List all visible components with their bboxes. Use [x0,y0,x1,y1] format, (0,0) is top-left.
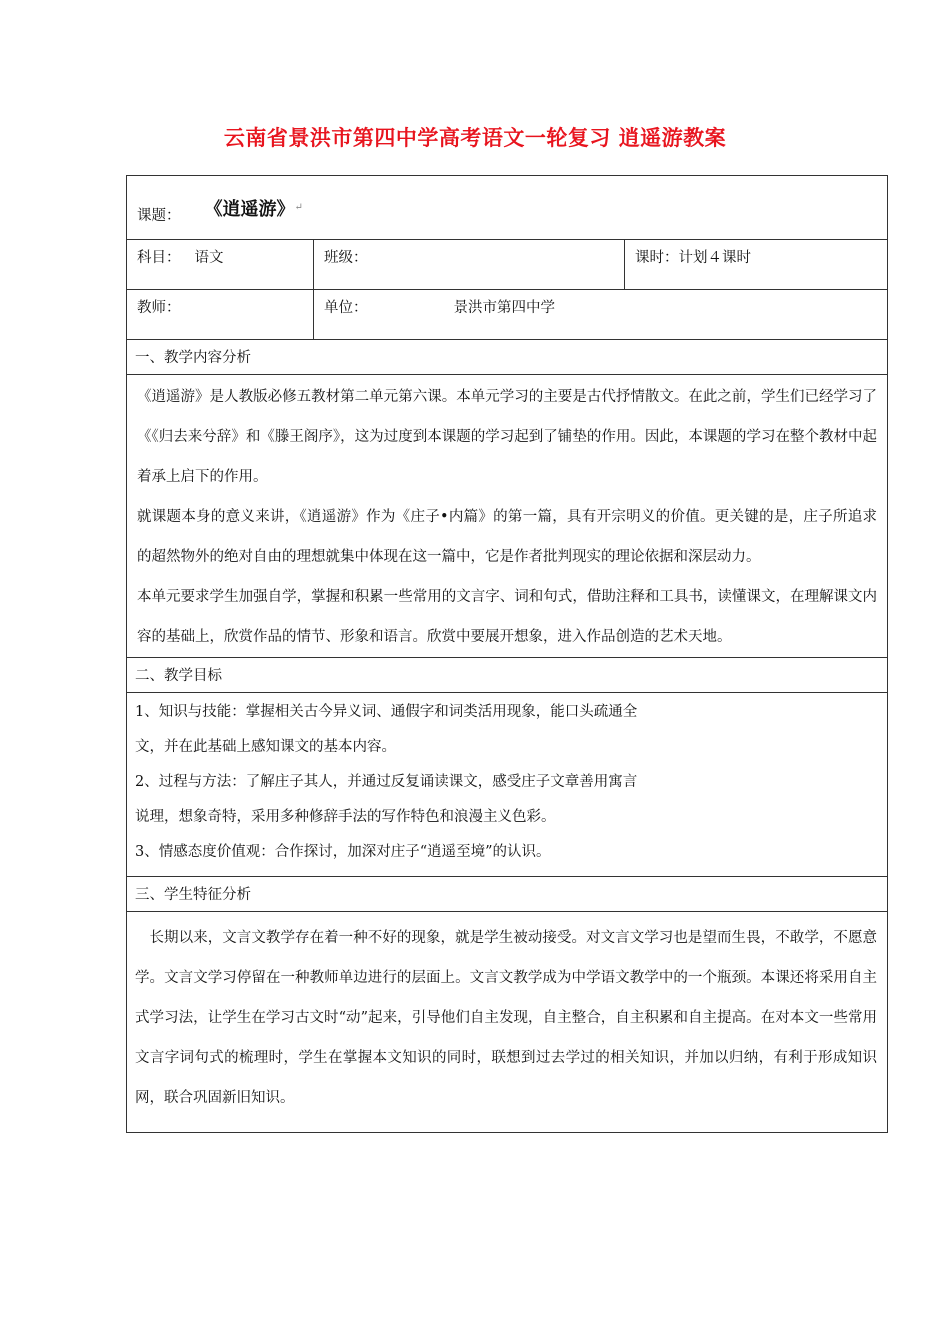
section1-head-row [127,340,888,375]
section1-heading-cell [127,340,888,375]
lesson-label: 课题： [137,208,181,224]
subject-cell [127,240,314,290]
section3-heading-cell [127,877,888,912]
section3-heading: 三、学生特征分析 [135,887,251,903]
teacher-cell [127,290,314,340]
return-mark-icon: ↵ [294,202,303,213]
section3-head-row [127,877,888,912]
hours-label: 课时： [635,250,679,266]
section1-paragraph-3: 本单元要求学生加强自学，掌握和积累一些常用的文言字、词和句式，借助注释和工具书，读懂课文，在理解课文内容的基础上，欣赏作品的情节、形象和语言。欣赏中要展开想象，进入作品创造的艺术天地。 [137,589,878,645]
goal-line: 3、情感态度价值观：合作探讨，加深对庄子“逍遥至境”的认识。 [135,844,551,860]
section1-text [127,375,887,657]
section3-body-row [127,912,888,1133]
goal-line: 文，并在此基础上感知课文的基本内容。 [135,739,396,755]
section2-head-row [127,658,888,693]
section2-goals [127,693,887,876]
hours-cell [625,240,888,290]
lesson-plan-table [126,175,888,1133]
goal-line: 1、知识与技能：掌握相关古今异义词、通假字和词类活用现象，能口头疏通全 [135,704,638,720]
section1-heading: 一、教学内容分析 [135,350,251,366]
unit-cell [314,290,888,340]
section1-body-row [127,375,888,658]
hours-value: 计划４课时 [678,250,751,266]
unit-value: 景洪市第四中学 [453,300,555,316]
class-cell [314,240,625,290]
lesson-name: 《逍遥游》 [204,198,295,220]
document-title: 云南省景洪市第四中学高考语文一轮复习 逍遥游教案 [223,126,727,150]
section3-text [127,912,887,1132]
goal-line: 说理，想象奇特，采用多种修辞手法的写作特色和浪漫主义色彩。 [135,809,556,825]
section2-body-cell [127,693,888,877]
lesson-row [127,176,888,240]
section2-heading: 二、教学目标 [135,668,222,684]
section3-paragraph: 长期以来，文言文教学存在着一种不好的现象，就是学生被动接受。对文言文学习也是望而生畏，不敢学，不愿意学。文言文学习停留在一种教师单边进行的层面上。文言文教学成为中学语文教学中的一个瓶颈。本课还将采用自主式学习法，让学生在学习古文时“动”起来，引导他们自主发现，自主整合，自主积累和自主提高。在对本文一些常用文言字词句式的梳理时，学生在掌握本文知识的同时，联想到过去学过的相关知识，并加以归纳，有利于形成知识网，联合巩固新旧知识。 [135,930,878,1106]
section2-body-row [127,693,888,877]
subject-value: 语文 [194,250,224,266]
section1-paragraph-1: 《逍遥游》是人教版必修五教材第二单元第六课。本单元学习的主要是古代抒情散文。在此之前，学生们已经学习了《《归去来兮辞》和《滕王阁序》，这为过度到本课题的学习起到了铺垫的作用。因此，本课题的学习在整个教材中起着承上启下的作用。 [137,389,878,485]
unit-label: 单位： [324,300,368,316]
info-row-1 [127,240,888,290]
section3-body-cell [127,912,888,1133]
class-label: 班级： [324,250,368,266]
lesson-cell [127,176,888,240]
goal-line: 2、过程与方法：了解庄子其人，并通过反复诵读课文，感受庄子文章善用寓言 [135,774,638,790]
section1-body-cell [127,375,888,658]
section1-paragraph-2: 就课题本身的意义来讲，《逍遥游》作为《庄子•内篇》的第一篇，具有开宗明义的价值。更关键的是，庄子所追求的超然物外的绝对自由的理想就集中体现在这一篇中，它是作者批判现实的理论依据和深层动力。 [137,509,878,565]
section2-heading-cell [127,658,888,693]
teacher-label: 教师： [137,300,181,316]
info-row-2 [127,290,888,340]
subject-label: 科目： [137,250,181,266]
